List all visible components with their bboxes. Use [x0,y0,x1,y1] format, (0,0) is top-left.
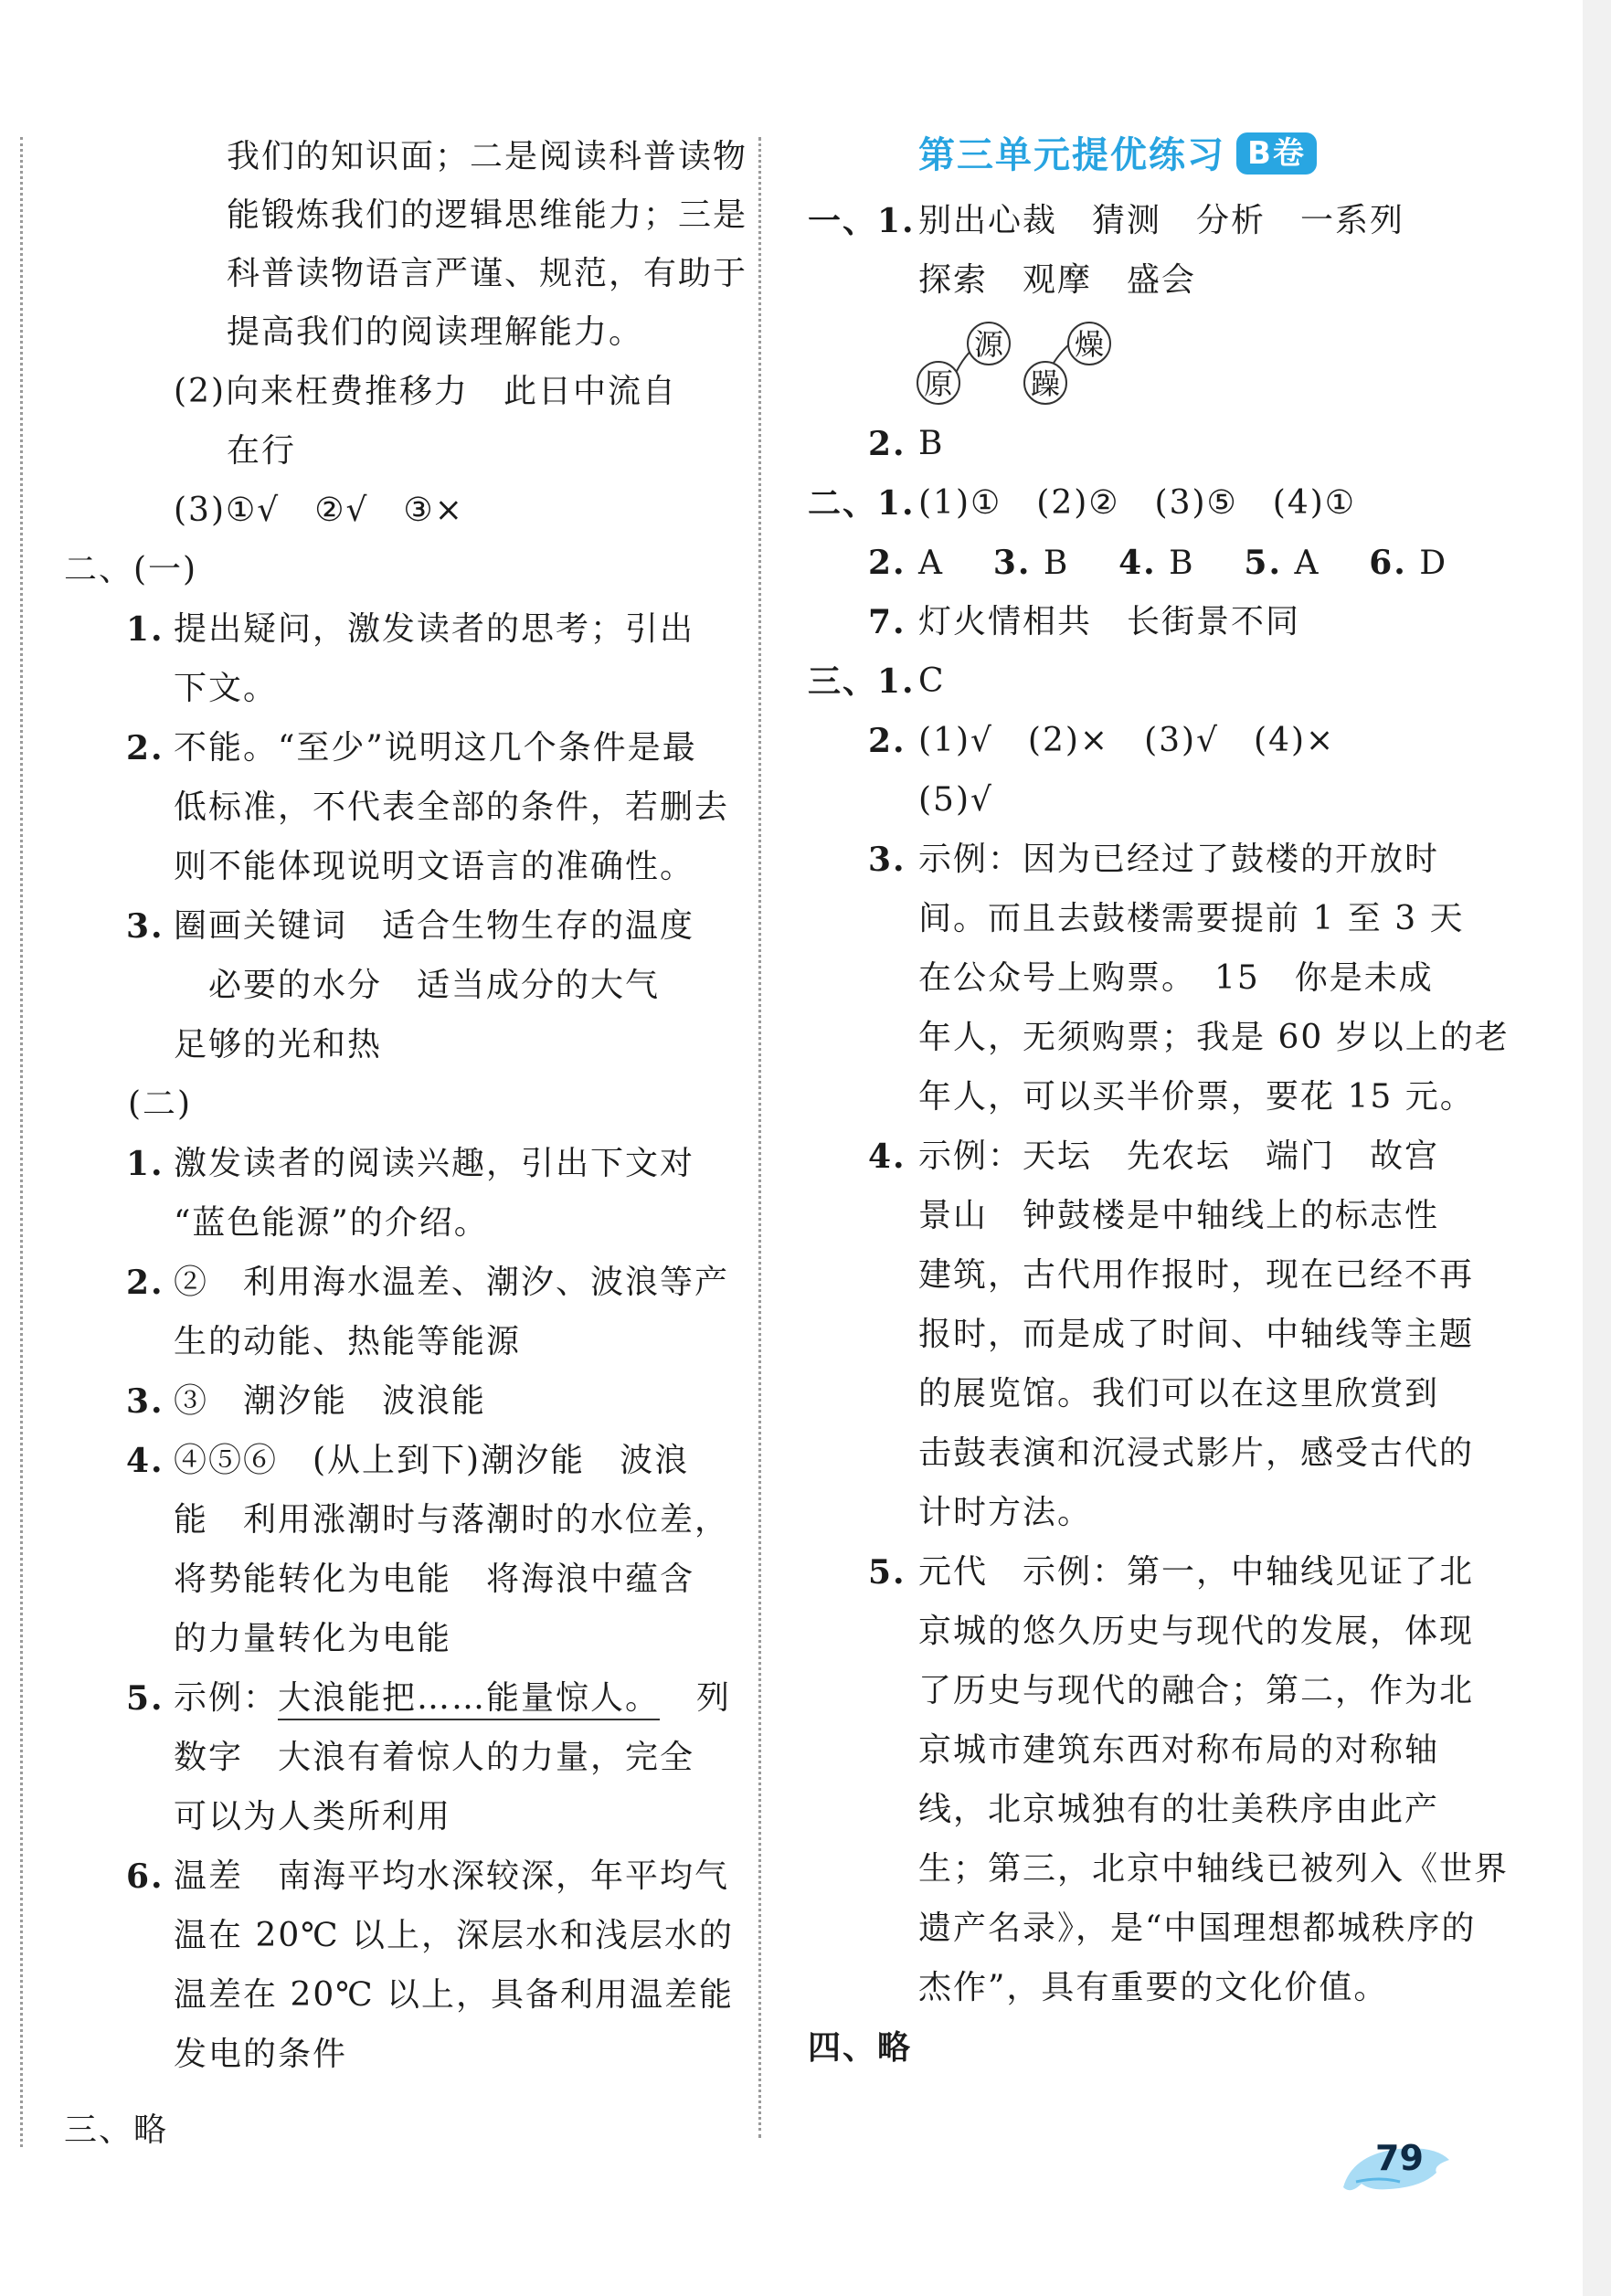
text-line: 示例：因为已经过了鼓楼的开放时 [918,841,1440,878]
text-line: 温在 20℃ 以上，深层水和浅层水的 [174,1917,734,1954]
char-circle: 原 [917,361,960,405]
item-number: 4. [868,1137,906,1176]
item-number: 6. [1369,544,1407,582]
item-number: 3. [126,907,164,946]
text-line: 能 利用涨潮时与落潮时的水位差， [174,1501,730,1539]
text-line: 温差在 20℃ 以上，具备利用温差能 [174,1976,734,2014]
example-prefix: 示例： [174,1679,279,1717]
text-line: (1)① (2)② (3)⑤ (4)① [918,484,1357,522]
text-line: 年人，无须购票；我是 60 岁以上的老 [918,1019,1510,1056]
answer: A [918,545,945,582]
item-number: 6. [126,1857,164,1896]
text-line: 在行 [227,432,297,470]
text-line: (2)向来枉费推移力 此日中流自 [174,373,677,410]
page-edge-strip [1583,0,1611,2296]
text-line: 能锻炼我们的逻辑思维能力；三是 [227,196,748,234]
text-line: 元代 示例：第一，中轴线见证了北 [918,1553,1475,1591]
text-line: 景山 钟鼓楼是中轴线上的标志性 [918,1197,1440,1234]
answer: A [1294,545,1320,582]
item-number: 1. [126,610,164,649]
text-line: B [918,425,945,462]
text-line: 激发读者的阅读兴趣，引出下文对 [174,1145,695,1182]
underlined-quote: 大浪能把……能量惊人。 [278,1679,660,1720]
text-line: “蓝色能源”的介绍。 [174,1204,489,1242]
item-number: 2. [868,544,906,582]
item-number: 5. [1244,544,1283,582]
left-margin-dotted-line [20,137,23,2147]
item-number: 1. [126,1145,164,1183]
text-line: 下文。 [174,670,279,707]
text-line: 我们的知识面；二是阅读科普读物 [227,138,748,175]
text-line: 必要的水分 适当成分的大气 [208,967,661,1004]
text-line: 可以为人类所利用 [174,1798,452,1836]
page-number: 79 [1375,2138,1424,2178]
text-line: 科普读物语言严谨、规范，有助于 [227,255,748,292]
text-line: 不能。“至少”说明这几个条件是最 [174,729,697,767]
text-line: 京城市建筑东西对称布局的对称轴 [918,1731,1440,1769]
item-number: 3. [126,1382,164,1421]
answer: D [1419,545,1448,582]
text-line: (1)√ (2)× (3)√ (4)× [918,722,1336,759]
text-line: 提出疑问，激发读者的思考；引出 [174,610,695,648]
text-line: 生；第三，北京中轴线已被列入《世界 [918,1850,1510,1888]
unit-title [918,130,1317,181]
text-line: ④⑤⑥ (从上到下)潮汐能 波浪 [174,1442,690,1479]
text-line: 计时方法。 [918,1494,1093,1531]
text-line [174,1677,731,1720]
text-line: 探索 观摩 盛会 [918,261,1197,299]
text-line: 在公众号上购票。 15 你是未成 [918,959,1434,997]
item-number: 2. [126,729,164,767]
section-heading: (二) [128,1085,193,1123]
item-number: 5. [868,1553,906,1592]
text-line: 线，北京城独有的壮美秩序由此产 [918,1791,1440,1828]
answer: B [1043,545,1070,582]
version-badge: B卷 [1236,132,1317,175]
text-line: 击鼓表演和沉浸式影片，感受古代的 [918,1434,1475,1472]
text-line: C [918,662,946,700]
section-heading: 二、(一) [64,551,198,588]
text-line: 足够的光和热 [174,1026,383,1063]
text-line: 提高我们的阅读理解能力。 [227,313,644,351]
text-line: 了历史与现代的融合；第二，作为北 [918,1672,1475,1709]
text-line: 生的动能、热能等能源 [174,1323,522,1360]
item-number: 7. [868,603,906,641]
item-number: 2. [868,722,906,760]
text-line: 年人，可以买半价票，要花 15 元。 [918,1078,1475,1116]
item-number: 3. [868,841,906,879]
text-line: 圈画关键词 适合生物生存的温度 [174,907,695,945]
text-line: 间。而且去鼓楼需要提前 1 至 3 天 [918,900,1465,937]
text-line: 发电的条件 [174,2036,348,2073]
char-circle: 燥 [1067,322,1111,365]
text-line: (5)√ [918,781,993,819]
text-line: (3)①√ ②√ ③× [174,492,464,529]
text-line: 别出心裁 猜测 分析 一系列 [918,202,1405,239]
text-line: ③ 潮汐能 波浪能 [174,1382,487,1420]
text-line: 示例：天坛 先农坛 端门 故宫 [918,1137,1440,1175]
unit-title-text: 第三单元提优练习 [918,134,1225,176]
text-line: 的展览馆。我们可以在这里欣赏到 [918,1375,1440,1413]
section-heading: 一、1. [808,202,916,240]
text-line: 灯火情相共 长街景不同 [918,603,1301,640]
column-divider-dotted-line [758,137,761,2138]
section-heading: 二、1. [808,484,916,523]
text-line: 遗产名录》，是“中国理想都城秩序的 [918,1910,1477,1947]
text-line: ② 利用海水温差、潮汐、波浪等产 [174,1264,730,1301]
text-line: 低标准，不代表全部的条件，若删去 [174,788,730,826]
item-number: 4. [126,1442,164,1480]
char-circle: 源 [967,322,1011,365]
item-number: 5. [126,1679,164,1718]
text-line: 杰作”，具有重要的文化价值。 [918,1969,1389,2006]
text-line: 京城的悠久历史与现代的发展，体现 [918,1613,1475,1650]
text-line: 报时，而是成了时间、中轴线等主题 [918,1316,1475,1353]
text-line: 则不能体现说明文语言的准确性。 [174,848,695,885]
item-number: 4. [1118,544,1157,582]
section-heading: 三、略 [64,2111,169,2149]
text-line: 温差 南海平均水深较深，年平均气 [174,1857,730,1895]
item-number: 2. [126,1264,164,1302]
method-label: 列 [696,1679,732,1717]
section-heading: 三、1. [808,662,916,701]
text-line: 建筑，古代用作报时，现在已经不再 [918,1256,1475,1294]
section-heading: 四、略 [808,2028,913,2067]
text-line: 的力量转化为电能 [174,1620,452,1657]
text-line: 将势能转化为电能 将海浪中蕴含 [174,1561,695,1598]
char-circle: 躁 [1023,361,1067,405]
answer-row [868,541,1447,586]
item-number: 2. [868,425,906,463]
answer: B [1169,545,1195,582]
item-number: 3. [992,544,1032,582]
text-line: 数字 大浪有着惊人的力量，完全 [174,1739,695,1776]
